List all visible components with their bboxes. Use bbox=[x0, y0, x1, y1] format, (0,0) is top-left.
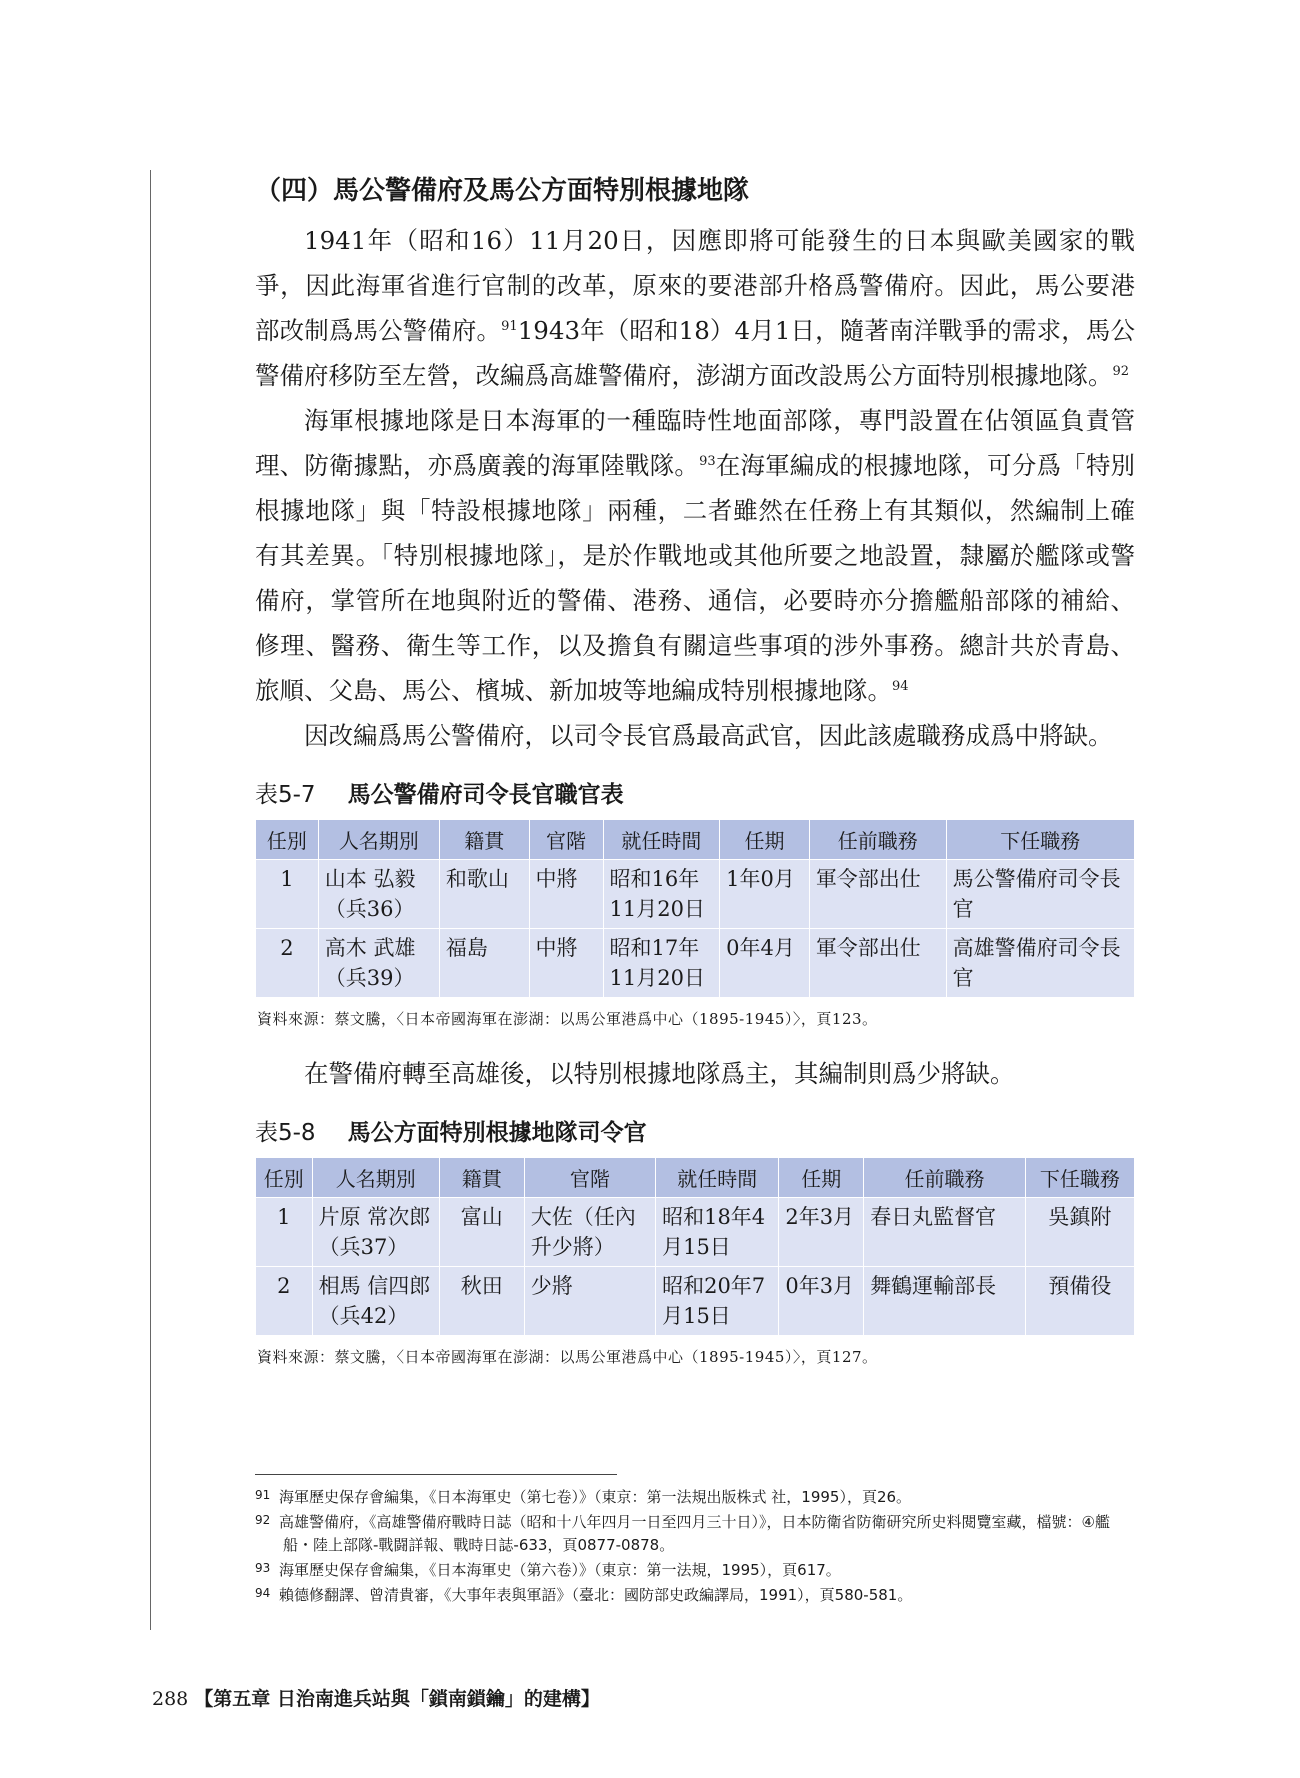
table-cell: 預備役 bbox=[1025, 1267, 1134, 1336]
table2-header-cell: 官階 bbox=[524, 1158, 655, 1198]
table-cell: 2 bbox=[256, 1267, 313, 1336]
table-cell: 舞鶴運輸部長 bbox=[864, 1267, 1026, 1336]
margin-rule bbox=[150, 170, 151, 1630]
footnote-divider bbox=[255, 1474, 617, 1475]
table1-header-row bbox=[256, 820, 1135, 860]
table-cell: 高木 武雄（兵39） bbox=[318, 929, 439, 998]
table2-title bbox=[255, 1114, 1135, 1147]
footnote-number: 91 bbox=[255, 1488, 271, 1502]
table1-number: 表5-7 bbox=[255, 782, 316, 808]
table1-body bbox=[256, 860, 1135, 998]
table2-body bbox=[256, 1198, 1135, 1336]
table-cell: 軍令部出仕 bbox=[809, 860, 946, 929]
paragraph-text: 因改編爲馬公警備府，以司令長官爲最高武官，因此該處職務成爲中將缺。 bbox=[304, 721, 1113, 750]
body-paragraph bbox=[255, 398, 1135, 713]
table1-header-cell: 任別 bbox=[256, 820, 319, 860]
table1-header-cell: 官階 bbox=[529, 820, 603, 860]
table1 bbox=[255, 819, 1135, 998]
footnote-text: 海軍歷史保存會編集，《日本海軍史（第六卷）》（東京：第一法規，1995），頁617。 bbox=[279, 1561, 841, 1579]
page-footer bbox=[152, 1684, 600, 1711]
table-cell: 春日丸監督官 bbox=[864, 1198, 1026, 1267]
body-paragraph bbox=[255, 218, 1135, 398]
page-number: 288 bbox=[152, 1688, 189, 1710]
section-heading: （四）馬公警備府及馬公方面特別根據地隊 bbox=[255, 176, 750, 206]
table-cell: 2年3月 bbox=[779, 1198, 864, 1267]
table-cell: 山本 弘毅（兵36） bbox=[318, 860, 439, 929]
table1-header-cell: 就任時間 bbox=[603, 820, 720, 860]
table2-header-cell: 就任時間 bbox=[656, 1158, 779, 1198]
table1-header-cell: 任期 bbox=[720, 820, 810, 860]
table-row bbox=[256, 929, 1135, 998]
footnote bbox=[255, 1484, 1135, 1509]
table2-header-cell: 人名期別 bbox=[312, 1158, 439, 1198]
table1-header-cell: 籍貫 bbox=[439, 820, 529, 860]
table-cell: 0年4月 bbox=[720, 929, 810, 998]
body-paragraphs bbox=[255, 218, 1135, 758]
main-content bbox=[255, 172, 1135, 1367]
table-row bbox=[256, 860, 1135, 929]
table1-title bbox=[255, 776, 1135, 809]
footnote-number: 93 bbox=[255, 1561, 271, 1575]
table-row bbox=[256, 1267, 1135, 1336]
table2-header-cell: 任前職務 bbox=[864, 1158, 1026, 1198]
paragraph-text: 1943年（昭和18）4月1日，隨著南洋戰爭的需求，馬公警備府移防至左營，改編爲高雄警備府，澎湖方面改設馬公方面特別根據地隊。 bbox=[255, 316, 1136, 390]
table-cell: 片原 常次郎（兵37） bbox=[312, 1198, 439, 1267]
table-cell: 0年3月 bbox=[779, 1267, 864, 1336]
footnote-number: 94 bbox=[255, 1586, 271, 1600]
table-cell: 大佐（任內升少將） bbox=[524, 1198, 655, 1267]
table2-header-row bbox=[256, 1158, 1135, 1198]
paragraph-text: 在海軍編成的根據地隊，可分爲「特別根據地隊」與「特設根據地隊」兩種，二者雖然在任務上有其類似，然編制上確有其差異。「特別根據地隊」，是於作戰地或其他所要之地設置，隸屬於艦隊或警備府，掌管所在地與附近的警備、港務、通信，必要時亦分擔艦船部隊的補給、修理、醫務、衛生等工作，以及擔負有關這些事項的涉外事務。總計共於青島、旅順、父島、馬公、檳城、新加坡等地編成特別根據地隊。 bbox=[255, 451, 1135, 705]
table2-caption: 馬公方面特別根據地隊司令官 bbox=[347, 1120, 647, 1146]
footnote bbox=[255, 1557, 1135, 1582]
table1-header-cell: 下任職務 bbox=[946, 820, 1134, 860]
table-cell: 1 bbox=[256, 860, 319, 929]
footnote-number: 92 bbox=[255, 1513, 271, 1527]
table-cell: 吳鎮附 bbox=[1025, 1198, 1134, 1267]
table-cell: 昭和17年11月20日 bbox=[603, 929, 720, 998]
table-cell: 中將 bbox=[529, 929, 603, 998]
table-cell: 馬公警備府司令長官 bbox=[946, 860, 1134, 929]
footnote bbox=[255, 1509, 1135, 1557]
table2-number: 表5-8 bbox=[255, 1120, 316, 1146]
footnote-ref[interactable]: 92 bbox=[1112, 363, 1130, 379]
footnote-ref[interactable]: 91 bbox=[501, 318, 518, 334]
footnote-ref[interactable]: 94 bbox=[892, 678, 909, 694]
table-cell: 秋田 bbox=[439, 1267, 524, 1336]
table-cell: 高雄警備府司令長官 bbox=[946, 929, 1134, 998]
table-cell: 軍令部出仕 bbox=[809, 929, 946, 998]
table-cell: 昭和18年4月15日 bbox=[656, 1198, 779, 1267]
table-cell: 1 bbox=[256, 1198, 313, 1267]
table-cell: 福島 bbox=[439, 929, 529, 998]
body-paragraph bbox=[255, 713, 1135, 758]
chapter-title: 【第五章 日治南進兵站與「鎖南鎖鑰」的建構】 bbox=[194, 1688, 600, 1710]
paragraph-text: 1941年（昭和16）11月20日，因應即將可能發生的日本與歐美國家的戰爭，因此海軍省進行官制的改革，原來的要港部升格爲警備府。因此，馬公要港部改制爲馬公警備府。 bbox=[255, 226, 1135, 345]
table-cell: 中將 bbox=[529, 860, 603, 929]
footnotes bbox=[255, 1484, 1135, 1607]
paragraph-text: 海軍根據地隊是日本海軍的一種臨時性地面部隊，專門設置在佔領區負責管理、防衛據點，亦爲廣義的海軍陸戰隊。 bbox=[255, 406, 1135, 480]
table1-header-cell: 人名期別 bbox=[318, 820, 439, 860]
table1-source: 資料來源：蔡文騰，〈日本帝國海軍在澎湖：以馬公軍港爲中心（1895-1945）〉，頁123。 bbox=[257, 1010, 878, 1028]
table-cell: 少將 bbox=[524, 1267, 655, 1336]
table-cell: 相馬 信四郎（兵42） bbox=[312, 1267, 439, 1336]
table-cell: 和歌山 bbox=[439, 860, 529, 929]
table-row bbox=[256, 1198, 1135, 1267]
footnote-text: 高雄警備府，《高雄警備府戰時日誌（昭和十八年四月一日至四月三十日）》，日本防衛省防衛研究所史料閱覽室藏，檔號：④艦船・陸上部隊-戰闘詳報、戰時日誌-633，頁0877-0878。 bbox=[279, 1513, 1110, 1554]
table-cell: 富山 bbox=[439, 1198, 524, 1267]
table-cell: 2 bbox=[256, 929, 319, 998]
footnote-ref[interactable]: 93 bbox=[699, 453, 716, 469]
table-cell: 昭和20年7月15日 bbox=[656, 1267, 779, 1336]
table2-source: 資料來源：蔡文騰，〈日本帝國海軍在澎湖：以馬公軍港爲中心（1895-1945）〉，頁127。 bbox=[257, 1348, 878, 1366]
footnote bbox=[255, 1582, 1135, 1607]
table2-header-cell: 下任職務 bbox=[1025, 1158, 1134, 1198]
footnote-text: 賴德修翻譯、曾清貴審，《大事年表與軍語》（臺北：國防部史政編譯局，1991），頁580-581。 bbox=[279, 1586, 913, 1604]
footnote-text: 海軍歷史保存會編集，《日本海軍史（第七卷）》（東京：第一法規出版株式 社，1995），頁26。 bbox=[279, 1488, 912, 1506]
table2-header-cell: 任期 bbox=[779, 1158, 864, 1198]
table2 bbox=[255, 1157, 1135, 1336]
table-cell: 1年0月 bbox=[720, 860, 810, 929]
table2-header-cell: 任別 bbox=[256, 1158, 313, 1198]
table2-header-cell: 籍貫 bbox=[439, 1158, 524, 1198]
table-cell: 昭和16年11月20日 bbox=[603, 860, 720, 929]
table1-caption: 馬公警備府司令長官職官表 bbox=[347, 782, 624, 808]
table1-header-cell: 任前職務 bbox=[809, 820, 946, 860]
between-paragraph: 在警備府轉至高雄後，以特別根據地隊爲主，其編制則爲少將缺。 bbox=[304, 1059, 1015, 1088]
